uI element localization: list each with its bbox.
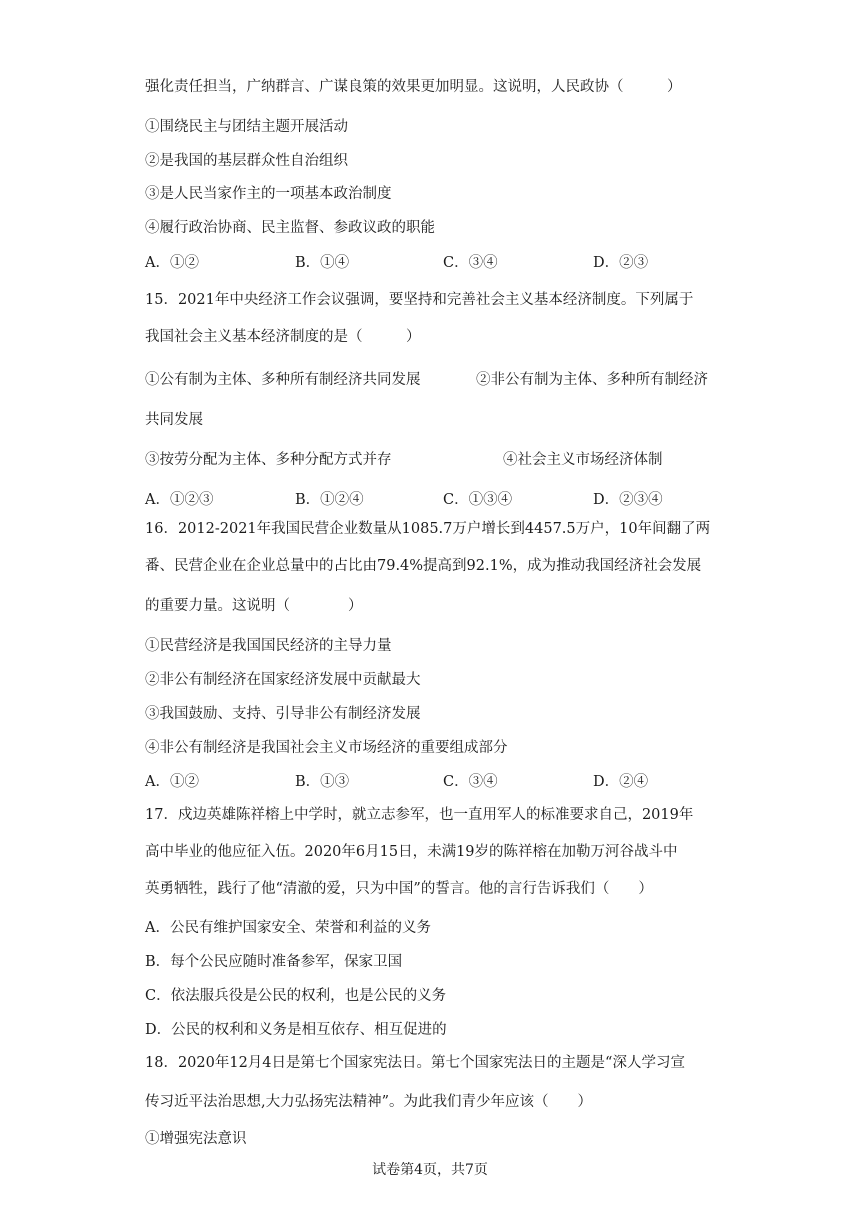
question-17-line-2: 高中毕业的他应征入伍。2020年6月15日，未满19岁的陈祥榕在加勒万河谷战斗中 (145, 844, 678, 860)
q15-option-d: D．②③④ (593, 492, 663, 508)
q14-item-1: ①围绕民主与团结主题开展活动 (145, 119, 348, 135)
q15-option-a: A．①②③ (145, 492, 214, 508)
question-16-line-1: 16．2012-2021年我国民营企业数量从1085.7万户增长到4457.5万户，10年间翻了两 (145, 521, 711, 537)
q17-choice-c: C．依法服兵役是公民的权利，也是公民的义务 (145, 988, 447, 1004)
question-16-line-2: 番、民营企业在企业总量中的占比由79.4%提高到92.1%，成为推动我国经济社会发展 (145, 558, 702, 574)
question-18-line-1: 18．2020年12月4日是第七个国家宪法日。第七个国家宪法日的主题是“深人学习宣 (145, 1055, 685, 1071)
q15-item-3: ③按劳分配为主体、多种分配方式并存 (145, 452, 392, 468)
question-17-line-1: 17．戍边英雄陈祥榕上中学时，就立志参军，也一直用军人的标准要求自己，2019年 (145, 807, 694, 823)
q18-item-1: ①增强宪法意识 (145, 1131, 247, 1147)
q16-option-d: D．②④ (593, 774, 649, 790)
q15-item-2-continuation: 共同发展 (145, 412, 203, 428)
q14-option-c: C．③④ (443, 255, 498, 271)
q16-item-3: ③我国鼓励、支持、引导非公有制经济发展 (145, 706, 421, 722)
q15-item-2: ②非公有制为主体、多种所有制经济 (476, 372, 708, 388)
q14-item-3: ③是人民当家作主的一项基本政治制度 (145, 186, 392, 202)
q14-item-4: ④履行政治协商、民主监督、参政议政的职能 (145, 220, 435, 236)
question-17-line-3: 英勇牺牲，践行了他“清澈的爱，只为中国”的誓言。他的言行告诉我们（ ） (145, 881, 653, 897)
q14-option-b: B．①④ (295, 255, 350, 271)
question-14-continuation: 强化责任担当，广纳群言、广谋良策的效果更加明显。这说明，人民政协（ ） (145, 79, 682, 95)
q15-item-4: ④社会主义市场经济体制 (503, 452, 663, 468)
q14-option-a: A．①② (145, 255, 199, 271)
page-footer: 试卷第4页，共7页 (372, 1162, 488, 1178)
q15-option-b: B．①②④ (295, 492, 364, 508)
q16-item-2: ②非公有制经济在国家经济发展中贡献最大 (145, 672, 421, 688)
q17-choice-d: D．公民的权利和义务是相互依存、相互促进的 (145, 1022, 447, 1038)
q15-item-1: ①公有制为主体、多种所有制经济共同发展 (145, 372, 421, 388)
question-15-line-2: 我国社会主义基本经济制度的是（ ） (145, 329, 421, 345)
q17-choice-b: B．每个公民应随时准备参军，保家卫国 (145, 954, 403, 970)
q16-option-a: A．①② (145, 774, 199, 790)
q16-item-1: ①民营经济是我国国民经济的主导力量 (145, 638, 392, 654)
question-15-line-1: 15．2021年中央经济工作会议强调，要坚持和完善社会主义基本经济制度。下列属于 (145, 292, 694, 308)
q17-choice-a: A．公民有维护国家安全、荣誉和利益的义务 (145, 920, 431, 936)
q14-item-2: ②是我国的基层群众性自治组织 (145, 153, 348, 169)
q16-item-4: ④非公有制经济是我国社会主义市场经济的重要组成部分 (145, 740, 508, 756)
q15-option-c: C．①③④ (443, 492, 513, 508)
q14-option-d: D．②③ (593, 255, 649, 271)
question-18-line-2: 传习近平法治思想,大力弘扬宪法精神”。为此我们青少年应该（ ） (145, 1094, 593, 1110)
question-16-line-3: 的重要力量。这说明（ ） (145, 598, 363, 614)
q16-option-c: C．③④ (443, 774, 498, 790)
q16-option-b: B．①③ (295, 774, 350, 790)
